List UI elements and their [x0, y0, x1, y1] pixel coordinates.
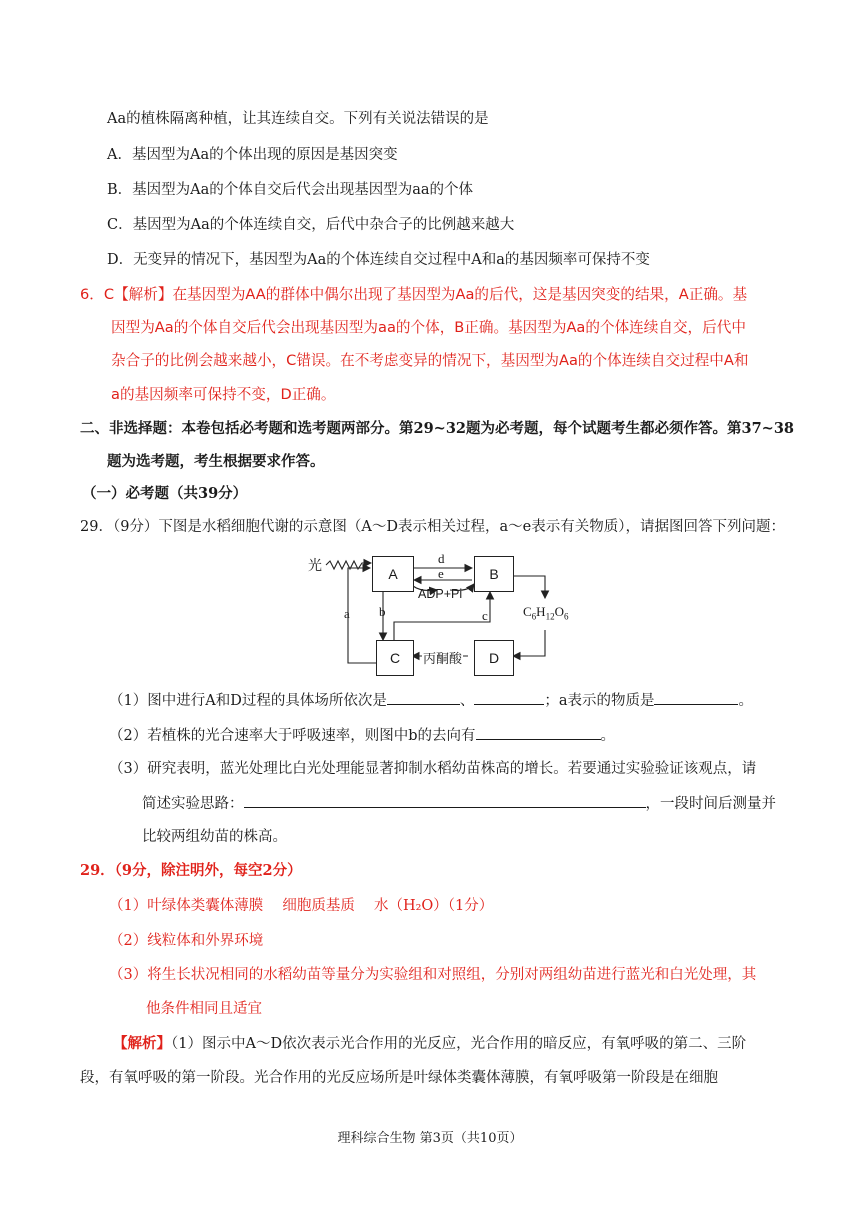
q29-part-1 — [109, 690, 753, 711]
section-two-heading-cont: 题为选考题，考生根据要求作答。 — [107, 453, 325, 470]
answer-29-part-3: （3）将生长状况相同的水稻幼苗等量分为实验组和对照组，分别对两组幼苗进行蓝光和白光处理，其 — [109, 967, 757, 983]
q29-1-text-b: 、 — [459, 693, 475, 709]
q6-option-c: C．基因型为Aa的个体连续自交，后代中杂合子的比例越来越大 — [107, 217, 515, 233]
q6-option-a: A．基因型为Aa的个体出现的原因是基因突变 — [107, 147, 398, 163]
light-label: 光 — [308, 559, 322, 574]
box-a: A — [372, 556, 414, 592]
glucose-c: C — [523, 604, 532, 619]
q6-stem-continued: Aa的植株隔离种植，让其连续自交。下列有关说法错误的是 — [107, 111, 489, 127]
answer-29-heading: 29．（9分，除注明外，每空2分） — [80, 862, 302, 879]
glucose-12: 12 — [545, 611, 555, 622]
q29-2-text-a: （2）若植株的光合速率大于呼吸速率，则图中b的去向有 — [109, 728, 476, 744]
q29-stem: 29．（9分）下图是水稻细胞代谢的示意图（A～D表示相关过程，a～e表示有关物质），请据图回答下列问题： — [80, 519, 785, 535]
glucose-6a: 6 — [531, 611, 537, 622]
answer-29-part-2: （2）线粒体和外界环境 — [109, 933, 264, 949]
blank-5 — [244, 793, 646, 808]
q6-option-d: D．无变异的情况下，基因型为Aa的个体连续自交过程中A和a的基因频率可保持不变 — [107, 252, 650, 268]
q29-part-2 — [109, 725, 615, 746]
explanation-line-1: 【解析】（1）图示中A～D依次表示光合作用的光反应，光合作用的暗反应，有氧呼吸的第二、三阶 — [113, 1035, 747, 1052]
answer-6-line-2: 因型为Aa的个体自交后代会出现基因型为aa的个体，B正确。基因型为Aa的个体连续自交，后代中 — [111, 319, 746, 336]
blank-1 — [387, 690, 460, 705]
q29-1-text-d: 。 — [738, 693, 753, 709]
q6-option-b: B．基因型为Aa的个体自交后代会出现基因型为aa的个体 — [107, 182, 474, 198]
blank-4 — [476, 725, 601, 740]
answer-29-part-1: （1）叶绿体类囊体薄膜 细胞质基质 水（H₂O）（1分） — [109, 898, 494, 914]
q29-3-text-b: 简述实验思路： — [142, 796, 244, 812]
q29-part-3-cont — [142, 793, 776, 814]
q29-3-text-c: ，一段时间后测量并 — [645, 796, 776, 812]
box-d: D — [474, 640, 514, 676]
q29-1-text-a: （1）图中进行A和D过程的具体场所依次是 — [109, 693, 387, 709]
glucose-o: O — [554, 604, 564, 619]
explanation-tag: 【解析】 — [113, 1035, 171, 1052]
answer-6-line-3: 杂合子的比例会越来越小，C错误。在不考虑变异的情况下，基因型为Aa的个体连续自交过程中A和 — [111, 352, 749, 369]
adp-pi-label: ADP+Pi — [418, 587, 463, 601]
label-b: b — [379, 604, 386, 619]
blank-3 — [654, 690, 738, 705]
glucose-h: H — [536, 604, 546, 619]
required-section-heading: （一）必考题（共39分） — [82, 485, 248, 502]
q29-1-text-c: ；a表示的物质是 — [544, 693, 655, 709]
label-a: a — [344, 606, 350, 621]
glucose-6b: 6 — [563, 611, 569, 622]
answer-29-part-3-cont: 他条件相同且适宜 — [146, 1001, 262, 1017]
label-e: e — [438, 566, 444, 581]
q29-part-3-end: 比较两组幼苗的株高。 — [142, 829, 287, 845]
label-d: d — [438, 551, 445, 566]
explanation-line-2: 段，有氧呼吸的第一阶段。光合作用的光反应场所是叶绿体类囊体薄膜，有氧呼吸第一阶段是在细胞 — [80, 1070, 718, 1086]
metabolism-diagram — [300, 548, 590, 683]
answer-6-line-1: 6．C【解析】在基因型为AA的群体中偶尔出现了基因型为Aa的后代，这是基因突变的结果，A正确。基 — [80, 286, 748, 303]
glucose-formula — [523, 604, 568, 622]
label-c: c — [482, 608, 488, 623]
pyruvate-label: 丙酮酸 — [422, 648, 463, 667]
q29-part-3: （3）研究表明，蓝光处理比白光处理能显著抑制水稻幼苗株高的增长。若要通过实验验证该观点，请 — [109, 761, 757, 777]
box-c: C — [376, 640, 414, 676]
page-footer: 理科综合生物 第3页（共10页） — [337, 1131, 523, 1146]
q29-2-text-b: 。 — [600, 728, 616, 744]
box-b: B — [474, 556, 514, 592]
answer-6-line-4: a的基因频率可保持不变，D正确。 — [111, 386, 336, 403]
blank-2 — [474, 690, 544, 705]
section-two-heading: 二、非选择题：本卷包括必考题和选考题两部分。第29~32题为必考题，每个试题考生都必须作答。第37~38 — [80, 420, 795, 437]
